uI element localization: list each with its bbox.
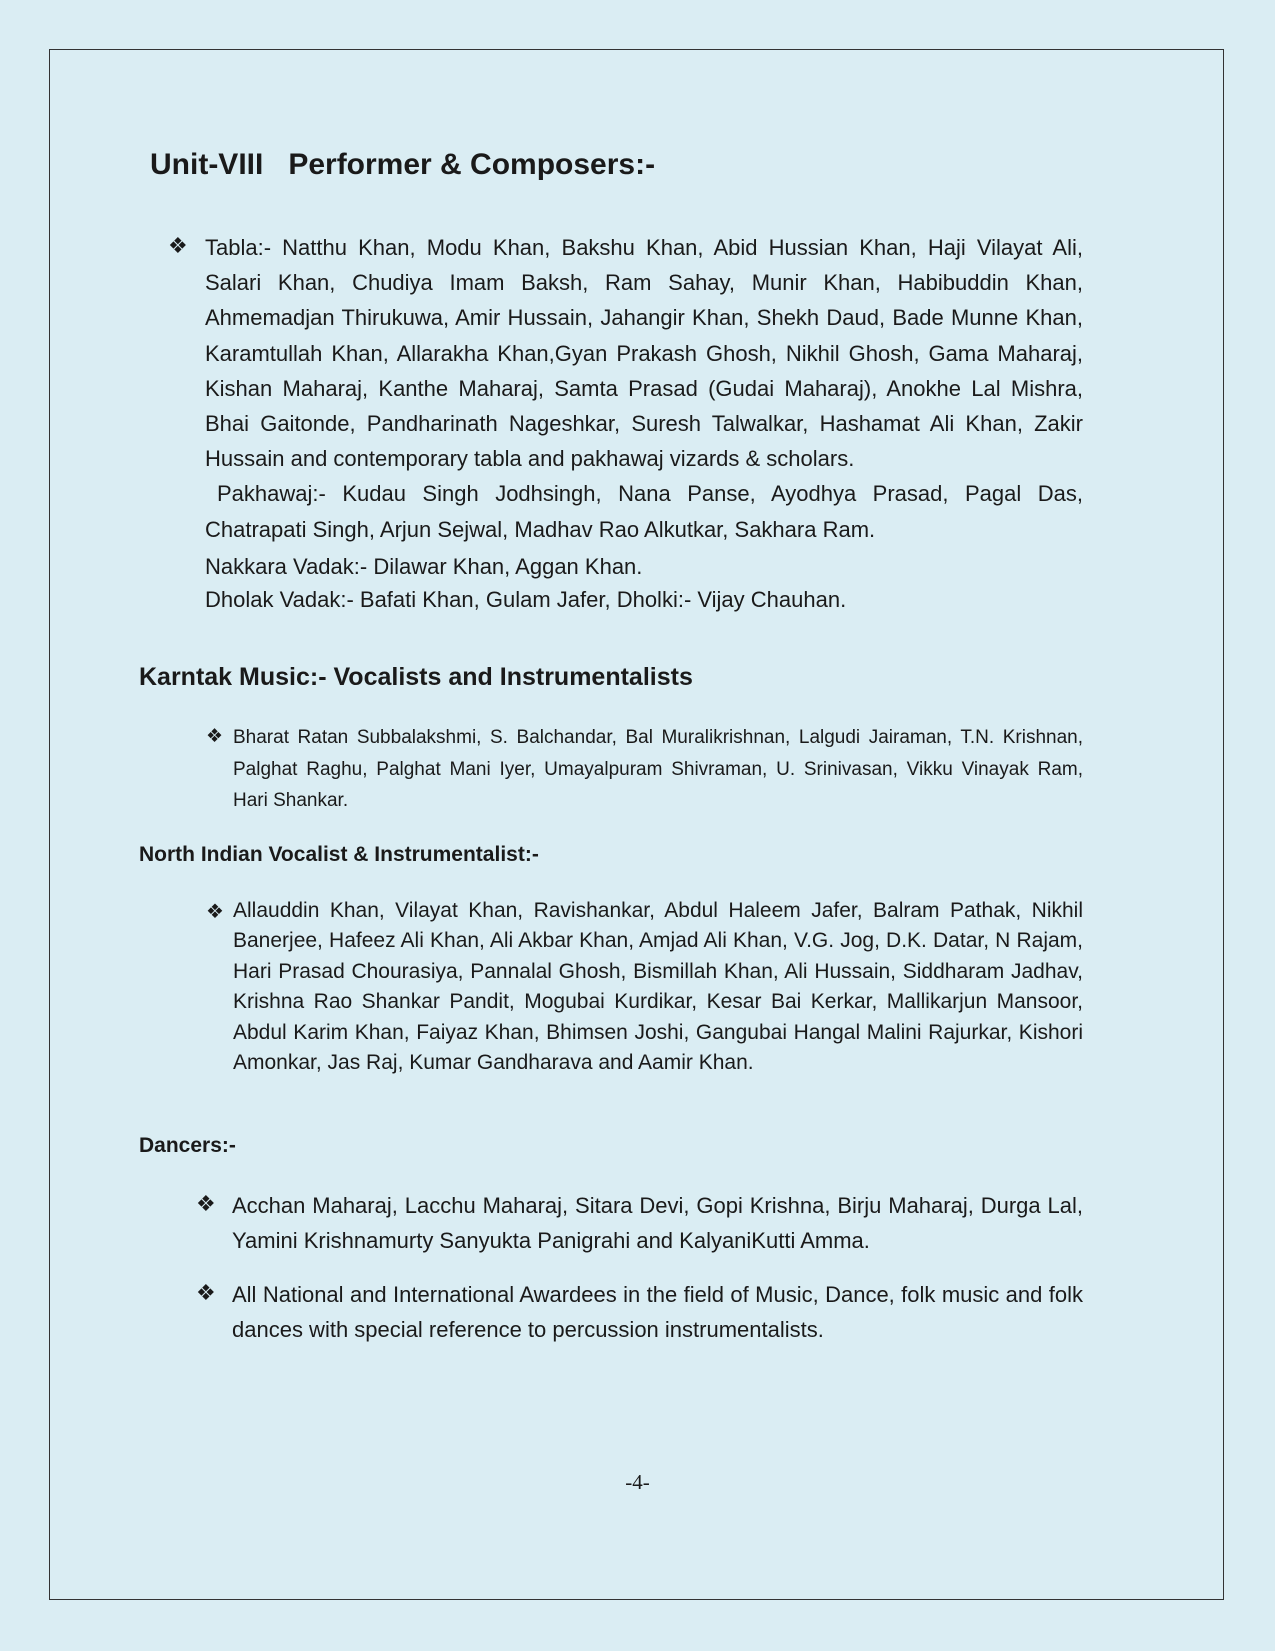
percussion-list [205,230,1083,617]
karntak-list: Bharat Ratan Subbalakshmi, S. Balchandar, Bal Muralikrishnan, Lalgudi Jairaman, T.N. Krishnan, Palghat Raghu, Palghat Mani Iyer, Umayalpuram Shivraman, U. Srinivasan, Vikku Vinayak Ram, Hari Shankar. [233,727,1083,812]
pakhawaj-paragraph: Pakhawaj:- Kudau Singh Jodhsingh, Nana Panse, Ayodhya Prasad, Pagal Das, Chatrapati Singh, Arjun Sejwal, Madhav Rao Alkutkar, Sakhara Ram. [205,481,1083,542]
dancers-heading: Dancers:- [139,1134,236,1157]
diamond-bullet-icon: ❖ [196,1192,216,1217]
dancers-list-item: Acchan Maharaj, Lacchu Maharaj, Sitara Devi, Gopi Krishna, Birju Maharaj, Durga Lal, Yamini Krishnamurty Sanyukta Panigrahi and KalyaniKutti Amma. [232,1193,1083,1253]
tabla-paragraph: Tabla:- Natthu Khan, Modu Khan, Bakshu Khan, Abid Hussian Khan, Haji Vilayat Ali, Salari Khan, Chudiya Imam Baksh, Ram Sahay, Munir Khan, Habibuddin Khan, Ahmemadjan Thirukuwa, Amir Hussain, Jahangir Khan, Shekh Daud, Bade Munne Khan, Karamtullah Khan, Allarakha Khan,Gyan Prakash Ghosh, Nikhil Ghosh, Gama Maharaj, Kishan Maharaj, Kanthe Maharaj, Samta Prasad (Gudai Maharaj), Anokhe Lal Mishra, Bhai Gaitonde, Pandharinath Nageshkar, Suresh Talwalkar, Hashamat Ali Khan, Zakir Hussain and contemporary tabla and pakhawaj vizards & scholars. [205,235,1083,472]
unit-title: Unit-VIII Performer & Composers:- [150,148,656,181]
diamond-bullet-icon: ❖ [196,1281,216,1306]
diamond-bullet-icon: ❖ [206,725,224,747]
awardees-list-item: All National and International Awardees in the field of Music, Dance, folk music and folk dances with special reference to percussion instrumentalists. [232,1282,1083,1342]
dholak-paragraph: Dholak Vadak:- Bafati Khan, Gulam Jafer, Dholki:- Vijay Chauhan. [205,587,847,613]
diamond-bullet-icon: ❖ [206,899,224,923]
nakkara-paragraph: Nakkara Vadak:- Dilawar Khan, Aggan Khan. [205,553,643,579]
diamond-bullet-icon: ❖ [168,234,188,259]
north-indian-heading: North Indian Vocalist & Instrumentalist:- [139,843,539,866]
north-indian-list: Allauddin Khan, Vilayat Khan, Ravishankar, Abdul Haleem Jafer, Balram Pathak, Nikhil Banerjee, Hafeez Ali Khan, Ali Akbar Khan, Amjad Ali Khan, V.G. Jog, D.K. Datar, N Rajam, Hari Prasad Chourasiya, Pannalal Ghosh, Bismillah Khan, Ali Hussain, Siddharam Jadhav, Krishna Rao Shankar Pandit, Mogubai Kurdikar, Kesar Bai Kerkar, Mallikarjun Mansoor, Abdul Karim Khan, Faiyaz Khan, Bhimsen Joshi, Gangubai Hangal Malini Rajurkar, Kishori Amonkar, Jas Raj, Kumar Gandharava and Aamir Khan. [233,899,1083,1075]
karntak-heading: Karntak Music:- Vocalists and Instrumentalists [139,663,693,691]
page-number: -4- [625,1470,650,1494]
